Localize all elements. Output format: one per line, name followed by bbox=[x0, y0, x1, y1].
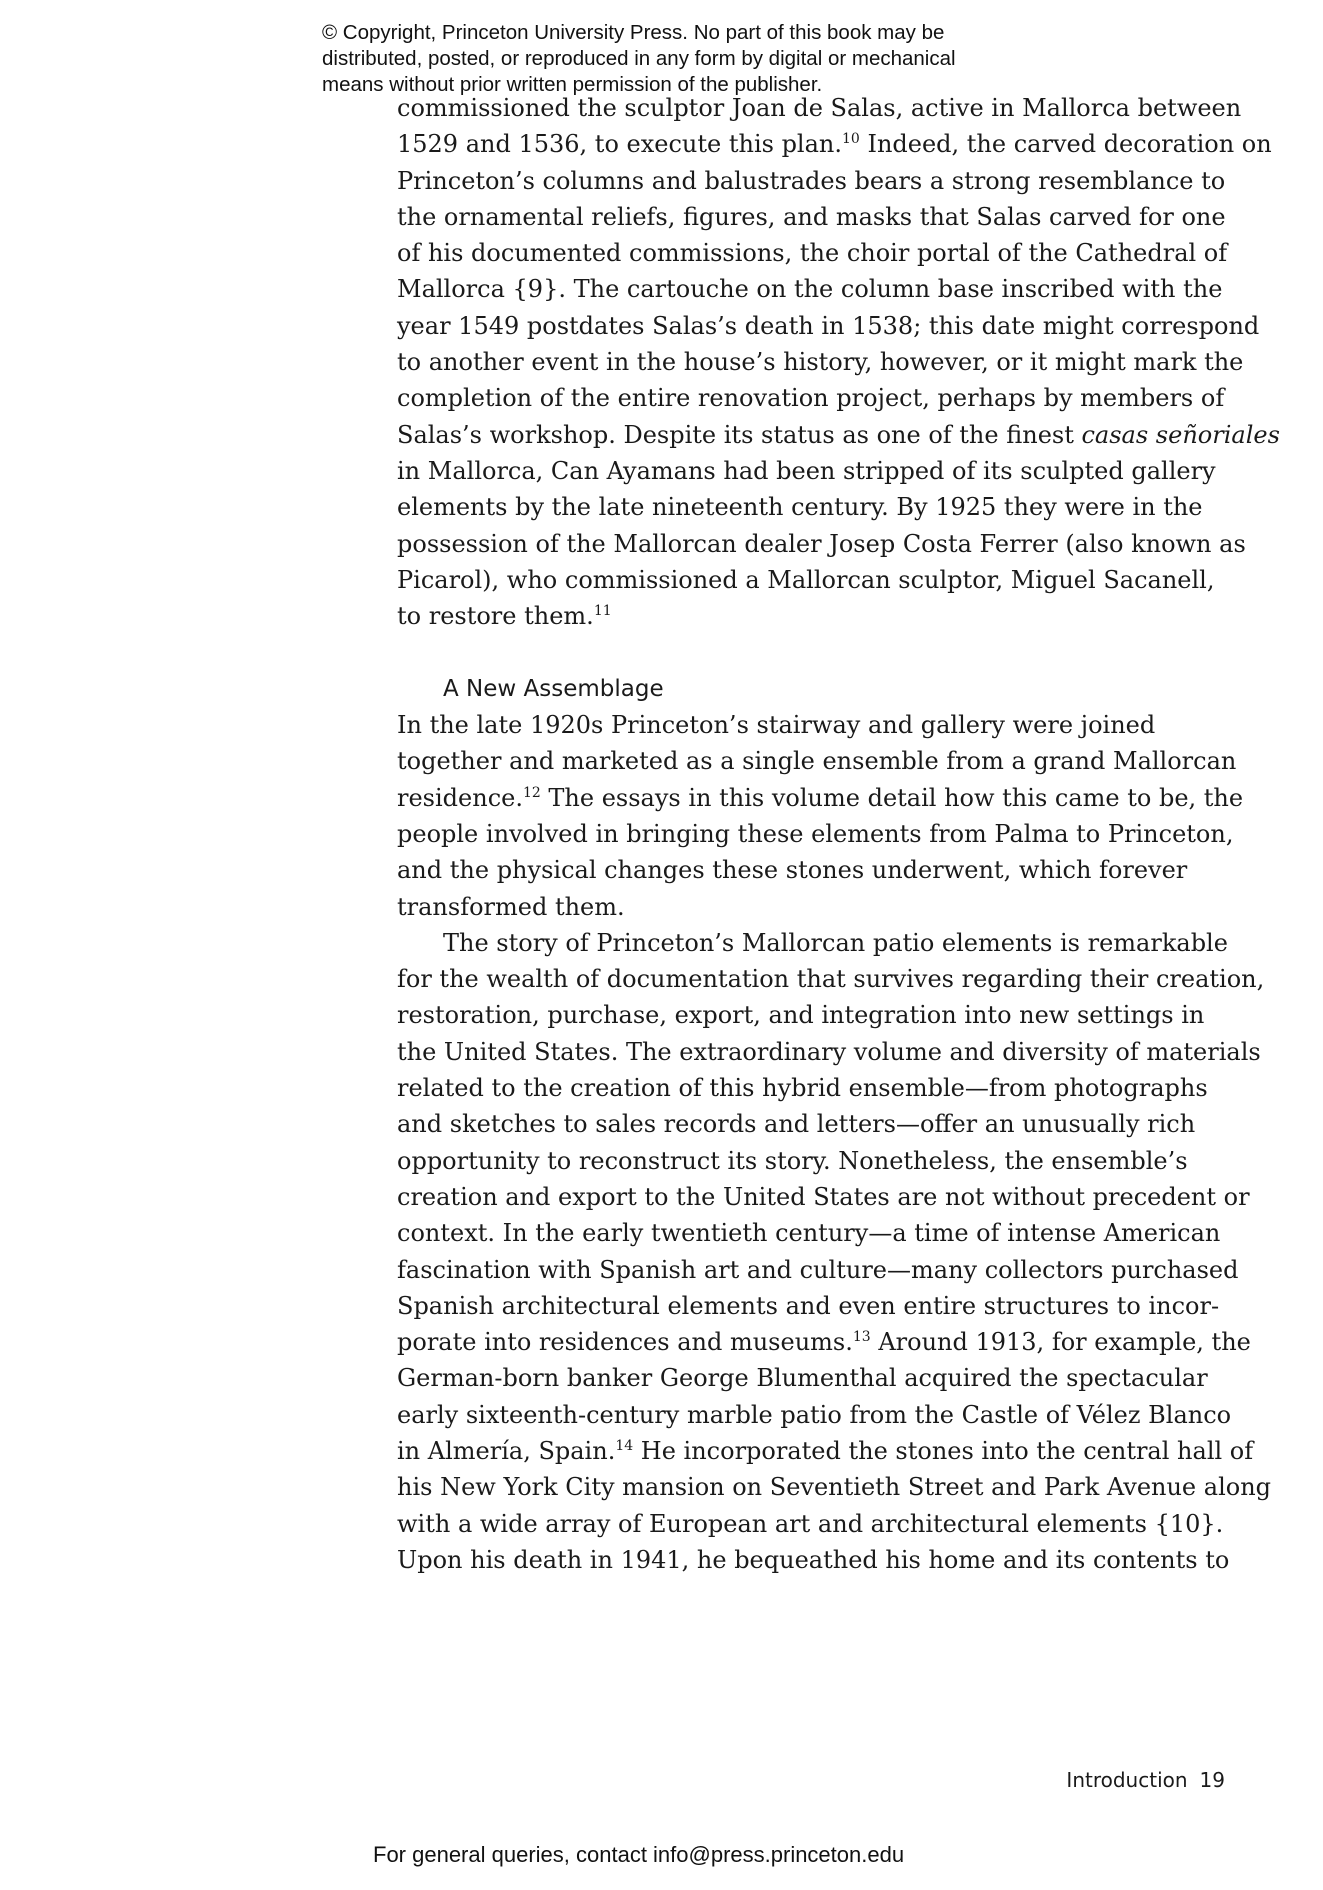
text-fragment: in Almería, Spain. bbox=[397, 1436, 616, 1465]
text-fragment: porate into residences and museums. bbox=[397, 1328, 853, 1357]
text-line bbox=[397, 598, 1237, 634]
text-line bbox=[397, 417, 1280, 453]
text-line: restoration, purchase, export, and integration into new settings in bbox=[397, 1001, 1205, 1030]
running-title: Introduction bbox=[1066, 1768, 1188, 1792]
text-line: the United States. The extraordinary volume and diversity of materials bbox=[397, 1037, 1261, 1066]
text-fragment: He incorporated the stones into the central hall of bbox=[633, 1436, 1254, 1465]
text-line: context. In the early twentieth century—a time of intense American bbox=[397, 1219, 1221, 1248]
text-line: elements by the late nineteenth century. By 1925 they were in the bbox=[397, 493, 1203, 522]
text-line: Mallorca {9}. The cartouche on the column base inscribed with the bbox=[397, 275, 1223, 304]
italic-term: casas señoriales bbox=[1081, 420, 1280, 449]
text-fragment: Salas’s workshop. Despite its status as one of the finest bbox=[397, 420, 1082, 449]
text-line: possession of the Mallorcan dealer Josep Costa Ferrer (also known as bbox=[397, 529, 1246, 558]
text-fragment: Indeed, the carved decoration on bbox=[859, 130, 1272, 159]
text-line: in Mallorca, Can Ayamans had been stripped of its sculpted gallery bbox=[397, 456, 1216, 485]
body-text bbox=[397, 90, 1280, 1578]
footnote-ref-12[interactable]: 12 bbox=[522, 784, 541, 801]
paragraph-3 bbox=[397, 925, 1272, 1578]
running-footer bbox=[1066, 1768, 1225, 1792]
text-fragment: to restore them. bbox=[397, 602, 594, 631]
text-line bbox=[397, 780, 1244, 816]
page-number: 19 bbox=[1199, 1768, 1225, 1792]
text-line: related to the creation of this hybrid ensemble—from photographs bbox=[397, 1074, 1208, 1103]
text-line: Princeton’s columns and balustrades bears a strong resemblance to bbox=[397, 166, 1226, 195]
text-line: early sixteenth-century marble patio from the Castle of Vélez Blanco bbox=[397, 1400, 1232, 1429]
paragraph-2 bbox=[397, 707, 1244, 925]
section-heading: A New Assemblage bbox=[443, 675, 664, 702]
copyright-line: means without prior written permission of the publisher. bbox=[322, 73, 823, 96]
text-line: commissioned the sculptor Joan de Salas, active in Mallorca between bbox=[397, 94, 1242, 122]
text-line: Upon his death in 1941, he bequeathed his home and its contents to bbox=[397, 1545, 1230, 1574]
text-line: to another event in the house’s history, however, or it might mark the bbox=[397, 348, 1244, 377]
text-fragment: Around 1913, for example, the bbox=[870, 1328, 1251, 1357]
copyright-line: © Copyright, Princeton University Press. No part of this book may be bbox=[322, 21, 945, 44]
text-line: Picarol), who commissioned a Mallorcan sculptor, Miguel Sacanell, bbox=[397, 565, 1215, 594]
text-line: German-born banker George Blumenthal acquired the spectacular bbox=[397, 1364, 1208, 1393]
footnote-ref-10[interactable]: 10 bbox=[842, 131, 860, 148]
copyright-notice bbox=[322, 20, 1042, 98]
contact-notice: For general queries, contact info@press.princeton.edu bbox=[373, 1842, 905, 1867]
text-fragment: residence. bbox=[397, 783, 523, 812]
text-line: opportunity to reconstruct its story. Nonetheless, the ensemble’s bbox=[397, 1146, 1188, 1175]
text-line: the ornamental reliefs, figures, and masks that Salas carved for one bbox=[397, 202, 1226, 231]
text-line: The story of Princeton’s Mallorcan patio elements is remarkable bbox=[443, 928, 1228, 957]
text-fragment: 1529 and 1536, to execute this plan. bbox=[397, 130, 842, 159]
text-line bbox=[397, 1433, 1254, 1469]
text-line: together and marketed as a single ensemble from a grand Mallorcan bbox=[397, 747, 1237, 776]
text-line: for the wealth of documentation that survives regarding their creation, bbox=[397, 965, 1265, 994]
text-line: his New York City mansion on Seventieth Street and Park Avenue along bbox=[397, 1473, 1272, 1502]
text-line: year 1549 postdates Salas’s death in 1538; this date might correspond bbox=[397, 311, 1260, 340]
paragraph-1 bbox=[397, 90, 1280, 634]
text-line: fascination with Spanish art and culture—many collectors purchased bbox=[397, 1255, 1239, 1284]
text-line bbox=[397, 126, 1272, 162]
text-line: of his documented commissions, the choir portal of the Cathedral of bbox=[397, 239, 1228, 268]
copyright-line: distributed, posted, or reproduced in any form by digital or mechanical bbox=[322, 47, 956, 70]
text-line: In the late 1920s Princeton’s stairway and gallery were joined bbox=[397, 711, 1156, 740]
text-line: people involved in bringing these elements from Palma to Princeton, bbox=[397, 819, 1234, 848]
text-line: transformed them. bbox=[397, 892, 625, 921]
text-line: Spanish architectural elements and even entire structures to incor- bbox=[397, 1291, 1220, 1320]
footnote-ref-14[interactable]: 14 bbox=[615, 1437, 634, 1454]
text-fragment: The essays in this volume detail how this came to be, the bbox=[540, 783, 1244, 812]
text-line: and the physical changes these stones underwent, which forever bbox=[397, 856, 1188, 885]
text-line: with a wide array of European art and architectural elements {10}. bbox=[397, 1509, 1224, 1538]
footnote-ref-13[interactable]: 13 bbox=[852, 1329, 871, 1345]
text-line: and sketches to sales records and letters—offer an unusually rich bbox=[397, 1110, 1196, 1139]
footnote-ref-11[interactable]: 11 bbox=[593, 603, 612, 620]
spacer bbox=[397, 634, 1237, 670]
text-line: completion of the entire renovation project, perhaps by members of bbox=[397, 384, 1225, 413]
text-line: creation and export to the United States are not without precedent or bbox=[397, 1182, 1250, 1211]
text-line bbox=[397, 1324, 1251, 1360]
